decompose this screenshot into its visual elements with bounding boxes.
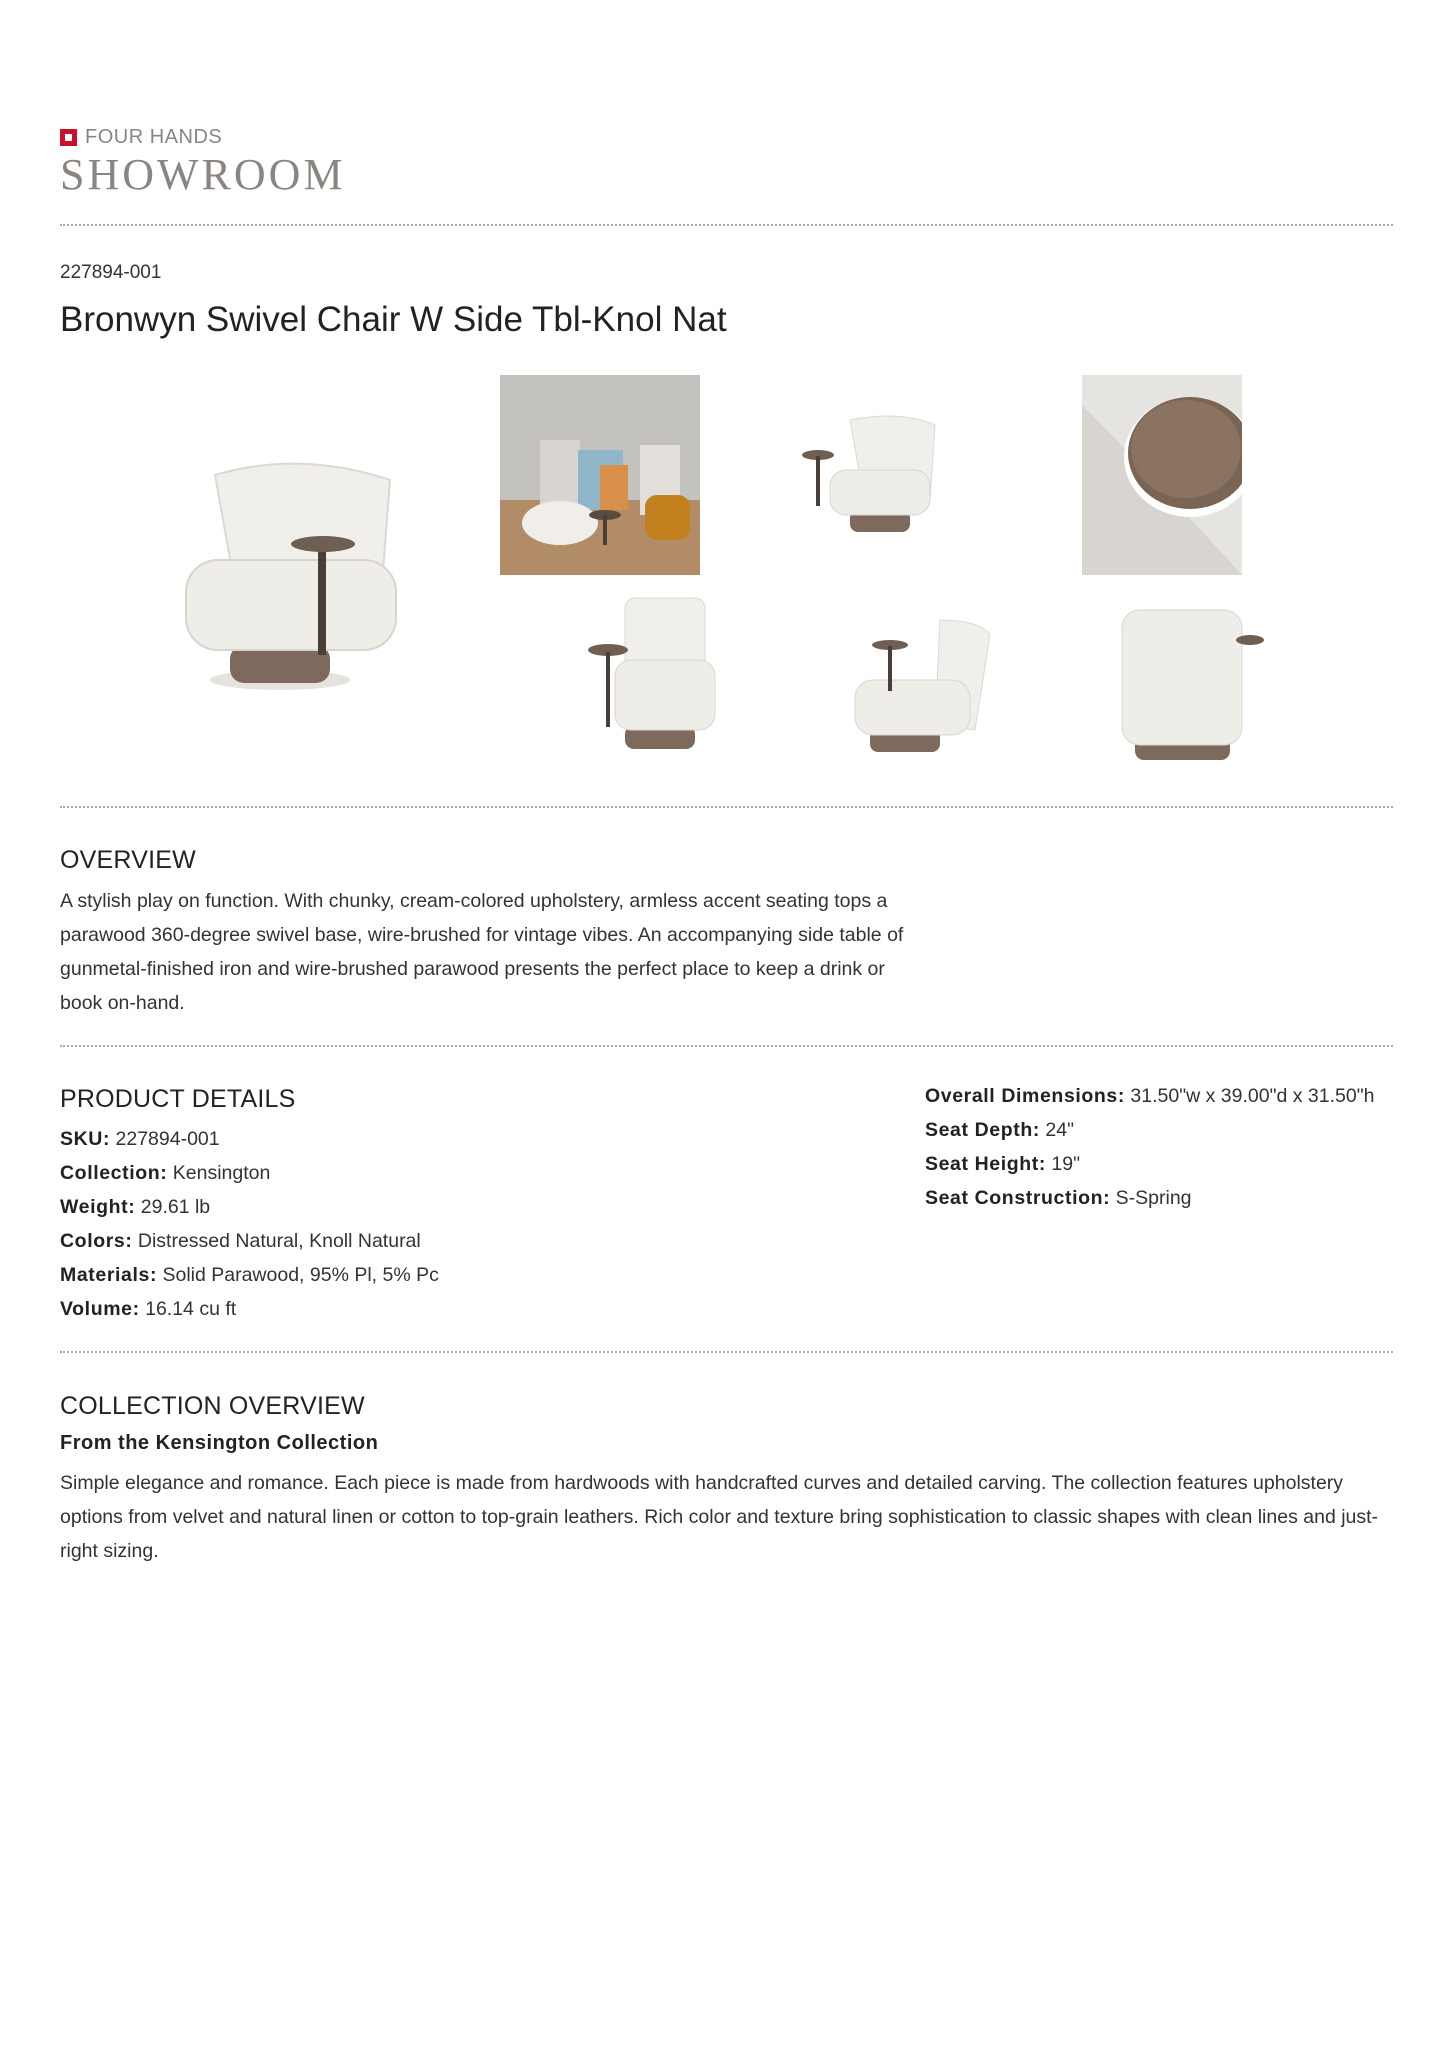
main-chair-photo [120, 440, 480, 700]
detail-row-materials: Materials: Solid Parawood, 95% Pl, 5% Pc [60, 1264, 439, 1286]
detail-row-weight: Weight: 29.61 lb [60, 1196, 211, 1218]
side-table-detail-photo [1082, 375, 1242, 575]
divider [60, 1351, 1393, 1353]
details-left-list [60, 1122, 439, 1326]
detail-row-sku: SKU: 227894-001 [60, 1128, 220, 1150]
details-heading: PRODUCT DETAILS [60, 1085, 296, 1113]
brand-name: FOUR HANDS [85, 126, 223, 148]
divider [60, 224, 1393, 226]
chair-angle-photo [785, 400, 975, 550]
brand-square-icon [60, 129, 77, 146]
overview-heading: OVERVIEW [60, 846, 196, 874]
collection-subheading: From the Kensington Collection [60, 1432, 379, 1454]
detail-row-seat-depth: Seat Depth: 24" [925, 1119, 1074, 1141]
room-scene-photo [500, 375, 700, 575]
chair-side-photo [840, 600, 1010, 760]
detail-row-dimensions: Overall Dimensions: 31.50"w x 39.00"d x 31.50"h [925, 1085, 1375, 1107]
details-right-list [925, 1079, 1375, 1215]
brand-subtitle: SHOWROOM [60, 150, 346, 199]
detail-row-seat-height: Seat Height: 19" [925, 1153, 1081, 1175]
product-sku: 227894-001 [60, 262, 162, 283]
brand-logo [60, 126, 346, 197]
detail-row-collection: Collection: Kensington [60, 1162, 271, 1184]
chair-front-photo [580, 590, 730, 760]
detail-row-colors: Colors: Distressed Natural, Knoll Natural [60, 1230, 421, 1252]
divider [60, 1045, 1393, 1047]
detail-row-volume: Volume: 16.14 cu ft [60, 1298, 237, 1320]
overview-text: A stylish play on function. With chunky, cream-colored upholstery, armless accent seating tops a parawood 360-degree swivel base, wire-brushed for vintage vibes. An accompanying side table of gunmetal-finished iron and wire-brushed parawood presents the perfect place to keep a drink or book on-hand. [60, 890, 904, 1014]
collection-heading: COLLECTION OVERVIEW [60, 1392, 365, 1420]
detail-row-seat-construction: Seat Construction: S-Spring [925, 1187, 1192, 1209]
divider [60, 806, 1393, 808]
chair-back-photo [1110, 605, 1270, 770]
collection-text: Simple elegance and romance. Each piece is made from hardwoods with handcrafted curves and detailed carving. The collection features upholstery options from velvet and natural linen or cotton to top-grain leathers. Rich color and texture bring sophistication to classic shapes with clean lines and just-right sizing. [60, 1472, 1379, 1562]
product-title: Bronwyn Swivel Chair W Side Tbl-Knol Nat [60, 300, 727, 339]
